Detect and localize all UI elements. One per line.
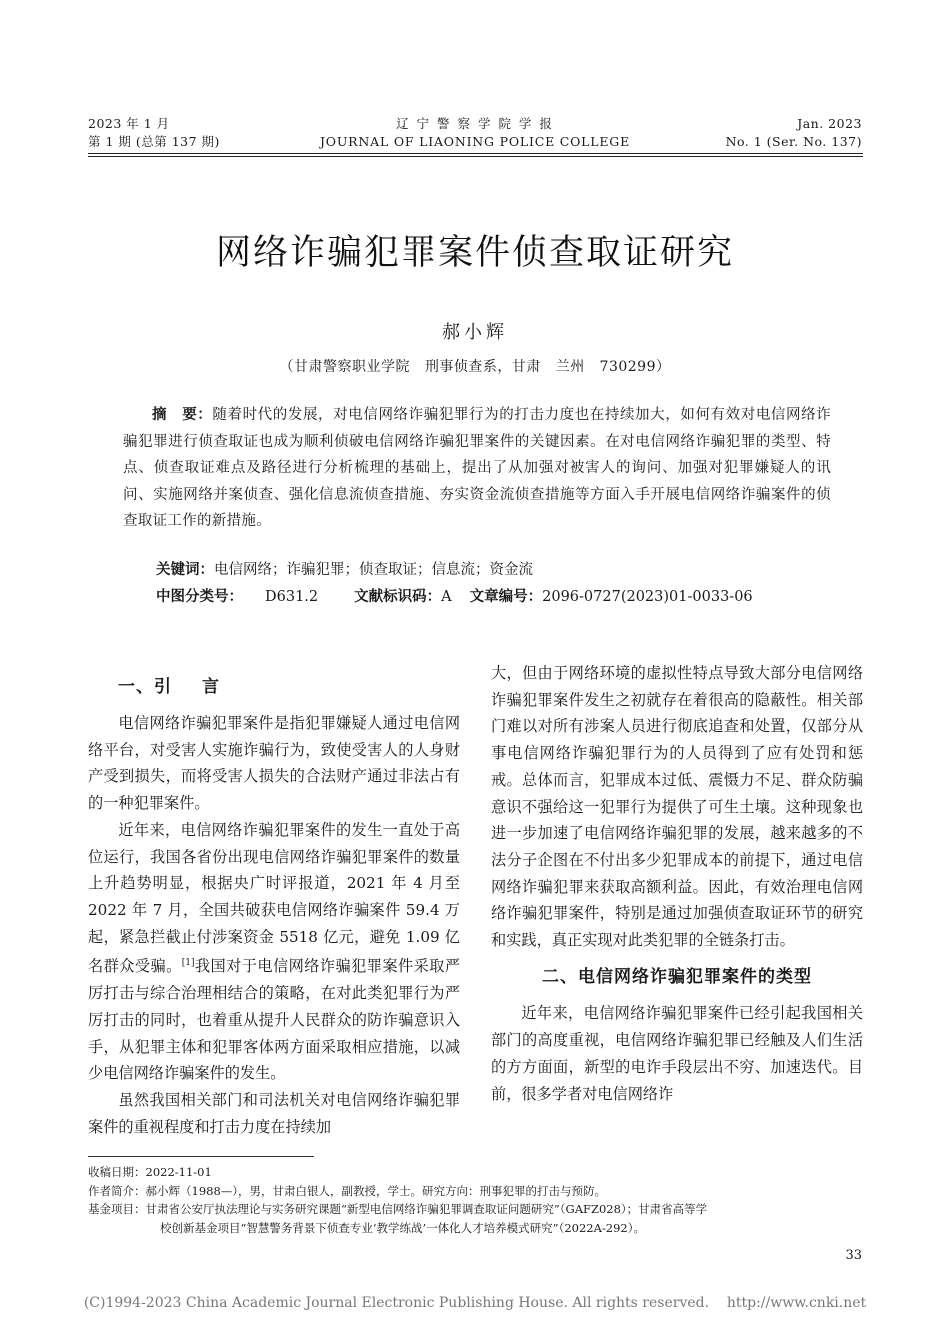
left-column [88,710,460,1140]
abstract [123,402,831,535]
footnotes [88,1163,863,1237]
issue-date: 2023 年 1 月 [88,116,170,131]
article-no-label: 文章编号： [469,589,543,605]
paragraph-4: 近年来，电信网络诈骗犯罪案件已经引起我国相关部门的高度重视，电信网络诈骗犯罪已经触及人们生活的方方面面，新型的电诈手段层出不穷、加速迭代。目前，很多学者对电信网络诈 [491,1004,863,1103]
section1-number: 一、引 [118,677,172,697]
classification [156,585,753,609]
paragraph-2a: 近年来，电信网络诈骗犯罪案件的发生一直处于高位运行，我国各省份出现电信网络诈骗犯罪案件的数量上升趋势明显，根据央广时评报道，2021 年 4 月至 2022 年 7 月，全国共破获电信网络诈骗案件 59.4 万起，紧急拦截止付涉案资金 5518 亿元，避免 1.09 亿名群众受骗。 [88,820,460,976]
paragraph-3-continued: 大，但由于网络环境的虚拟性特点导致大部分电信网络诈骗犯罪案件发生之初就存在着很高的隐蔽性。相关部门难以对所有涉案人员进行彻底追查和处置，仅部分从事电信网络诈骗犯罪行为的人员得到了应有处罚和惩戒。总体而言，犯罪成本过低、震慑力不足、群众防骗意识不强给这一犯罪行为提供了可生土壤。这种现象也进一步加速了电信网络诈骗犯罪的发展，越来越多的不法分子企图在不付出多少犯罪成本的前提下，通过电信网络诈骗犯罪来获取高额利益。因此，有效治理电信网络诈骗犯罪案件，特别是通过加强侦查取证环节的研究和实践，真正实现对此类犯罪的全链条打击。 [491,664,863,950]
paragraph-1: 电信网络诈骗犯罪案件是指犯罪嫌疑人通过电信网络平台，对受害人实施诈骗行为，致使受害人的人身财产受到损失，而将受害人损失的合法财产通过非法占有的一种犯罪案件。 [88,714,460,813]
issue-number: 第 1 期 (总第 137 期) [88,134,220,149]
issue-number-en: No. 1 (Ser. No. 137) [725,134,862,149]
section2-heading: 二、电信网络诈骗犯罪案件的类型 [542,966,812,987]
received-date: 收稿日期：2022-11-01 [88,1165,212,1179]
paragraph-2 [88,817,460,1087]
abstract-text: 随着时代的发展，对电信网络诈骗犯罪行为的打击力度也在持续加大，如何有效对电信网络诈骗犯罪进行侦查取证也成为顺利侦破电信网络诈骗犯罪案件的关键因素。在对电信网络诈骗犯罪的类型、特点、侦查取证难点及路径进行分析梳理的基础上，提出了从加强对被害人的询问、加强对犯罪嫌疑人的讯问、实施网络并案侦查、强化信息流侦查措施、夯实资金流侦查措施等方面入手开展电信网络诈骗案件的侦查取证工作的新措施。 [123,407,832,529]
paragraph-2b: 我国对于电信网络诈骗犯罪案件采取严厉打击与综合治理相结合的策略，在对此类犯罪行为严厉打击的同时，也着重从提升人民群众的防诈骗意识入手，从犯罪主体和犯罪客体两方面采取相应措施，以减少电信网络诈骗案件的发生。 [88,957,461,1083]
clc-value: D631.2 [265,589,319,605]
journal-name-en: JOURNAL OF LIAONING POLICE COLLEGE [319,134,631,149]
header-right [726,115,862,151]
right-column [491,660,863,1107]
paragraph-3: 虽然我国相关部门和司法机关对电信网络诈骗犯罪案件的重视程度和打击力度在持续加 [88,1090,460,1136]
footnote-rule [88,1156,314,1157]
affiliation: （甘肃警察职业学院 刑事侦查系，甘肃 兰州 730299） [279,359,671,375]
fund-line-1: 基金项目：甘肃省公安厅执法理论与实务研究课题“新型电信网络诈骗犯罪调查取证问题研究”（GAFZ028）；甘肃省高等学 [88,1202,708,1216]
doccode-value: A [441,589,452,605]
section1-heading [118,672,220,697]
fund-line-2: 校创新基金项目“智慧警务背景下侦查专业‘教学练战’一体化人才培养模式研究”（2022A-292）。 [160,1220,645,1235]
author-bio: 作者简介：郝小辉（1988—），男，甘肃白银人，副教授，学士。研究方向：刑事犯罪的打击与预防。 [88,1183,607,1198]
clc-label: 中图分类号： [156,589,243,605]
article-title: 网络诈骗犯罪案件侦查取证研究 [215,233,734,273]
author-name: 郝小辉 [442,322,508,343]
keywords-text: 电信网络；诈骗犯罪；侦查取证；信息流；资金流 [214,562,533,578]
header-rule [88,153,863,157]
keywords-label: 关键词： [156,562,214,578]
doccode-label: 文献标识码： [354,589,442,605]
copyright-line: (C)1994-2023 China Academic Journal Electronic Publishing House. All rights reserved. http://www.cnki.net [83,1295,867,1311]
journal-name-cn: 辽 宁 警 察 学 院 学 报 [396,116,554,131]
section1-title: 言 [202,677,220,697]
page-number: 33 [845,1248,862,1263]
keywords [156,558,533,582]
reference-1: [1] [181,958,195,969]
issue-date-en: Jan. 2023 [797,116,862,131]
abstract-label: 摘 要： [152,407,213,423]
article-no-value: 2096-0727(2023)01-0033-06 [542,589,753,605]
